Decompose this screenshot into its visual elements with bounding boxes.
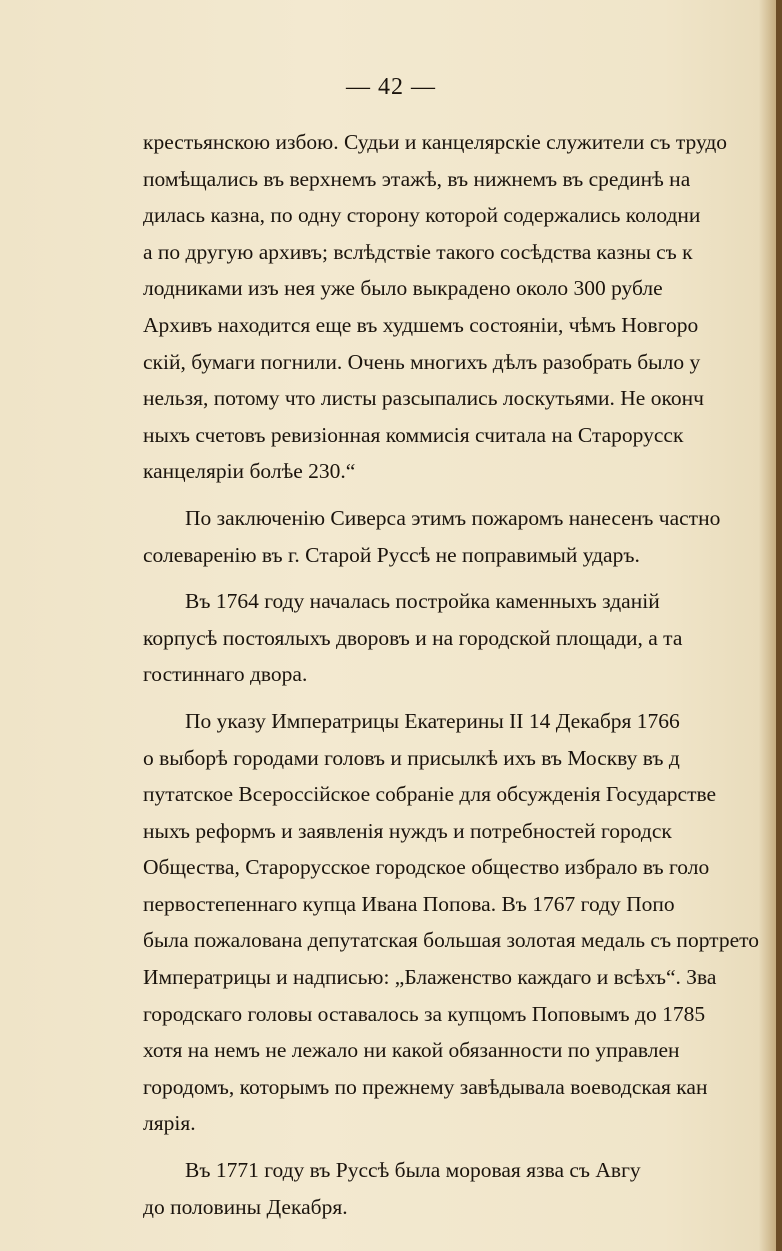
text-line: лярія. bbox=[143, 1111, 196, 1136]
text-line: городомъ, которымъ по прежнему завѣдывала воеводская кан bbox=[143, 1074, 708, 1099]
text-line: По заключенію Сиверса этимъ пожаромъ нанесенъ частно bbox=[185, 505, 721, 530]
paragraph bbox=[143, 583, 773, 693]
text-line: ныхъ реформъ и заявленія нуждъ и потребностей городск bbox=[143, 818, 672, 843]
text-line: первостепеннаго купца Ивана Попова. Въ 1767 году Попо bbox=[143, 891, 675, 916]
text-line: путатское Всероссійское собраніе для обсужденія Государстве bbox=[143, 782, 717, 807]
text-line: канцеляріи болѣе 230.“ bbox=[143, 459, 356, 484]
text-line: Въ 1764 году началась постройка каменныхъ зданій bbox=[185, 589, 660, 614]
text-line: скій, бумаги погнили. Очень многихъ дѣлъ разобрать было у bbox=[143, 349, 701, 374]
body-text bbox=[143, 124, 773, 1225]
paragraph bbox=[143, 124, 773, 490]
text-line: По указу Императрицы Екатерины II 14 Декабря 1766 bbox=[185, 708, 680, 733]
text-line: помѣщались въ верхнемъ этажѣ, въ нижнемъ въ срединѣ на bbox=[143, 166, 691, 191]
paragraph bbox=[143, 500, 773, 573]
text-line: гостиннаго двора. bbox=[143, 662, 308, 687]
text-line: солеваренію въ г. Старой Руссѣ не поправимый ударъ. bbox=[143, 542, 640, 567]
paragraph bbox=[143, 1152, 773, 1225]
text-line: хотя на немъ не лежало ни какой обязанности по управлен bbox=[143, 1038, 680, 1063]
text-line: до половины Декабря. bbox=[143, 1194, 348, 1219]
text-line: а по другую архивъ; вслѣдствіе такого сосѣдства казны съ к bbox=[143, 239, 693, 264]
text-line: корпусѣ постоялыхъ дворовъ и на городской площади, а та bbox=[143, 625, 683, 650]
page-number: — 42 — bbox=[346, 74, 436, 100]
text-line: дилась казна, по одну сторону которой содержались колодни bbox=[143, 203, 701, 228]
text-line: ныхъ счетовъ ревизіонная коммисія считала на Старорусск bbox=[143, 422, 684, 447]
page-edge bbox=[776, 0, 782, 1251]
text-line: Архивъ находится еще въ худшемъ состояніи, чѣмъ Новгоро bbox=[143, 312, 699, 337]
text-line: городскаго головы оставалось за купцомъ Поповымъ до 1785 bbox=[143, 1001, 706, 1026]
text-line: Въ 1771 году въ Руссѣ была моровая язва съ Авгу bbox=[185, 1158, 641, 1183]
paragraph bbox=[143, 703, 773, 1142]
text-line: лодниками изъ нея уже было выкрадено около 300 рубле bbox=[143, 276, 663, 301]
text-line: нельзя, потому что листы разсыпались лоскутьями. Не оконч bbox=[143, 386, 704, 411]
text-line: о выборѣ городами головъ и присылкѣ ихъ въ Москву въ д bbox=[143, 745, 680, 770]
text-line: Императрицы и надписью: „Блаженство каждаго и всѣхъ“. Зва bbox=[143, 965, 717, 990]
text-line: была пожалована депутатская большая золотая медаль съ портрето bbox=[143, 928, 759, 953]
text-line: крестьянскою избою. Судьи и канцелярскіе служители съ трудо bbox=[143, 130, 728, 154]
text-line: Общества, Старорусское городское общество избрало въ голо bbox=[143, 855, 710, 880]
